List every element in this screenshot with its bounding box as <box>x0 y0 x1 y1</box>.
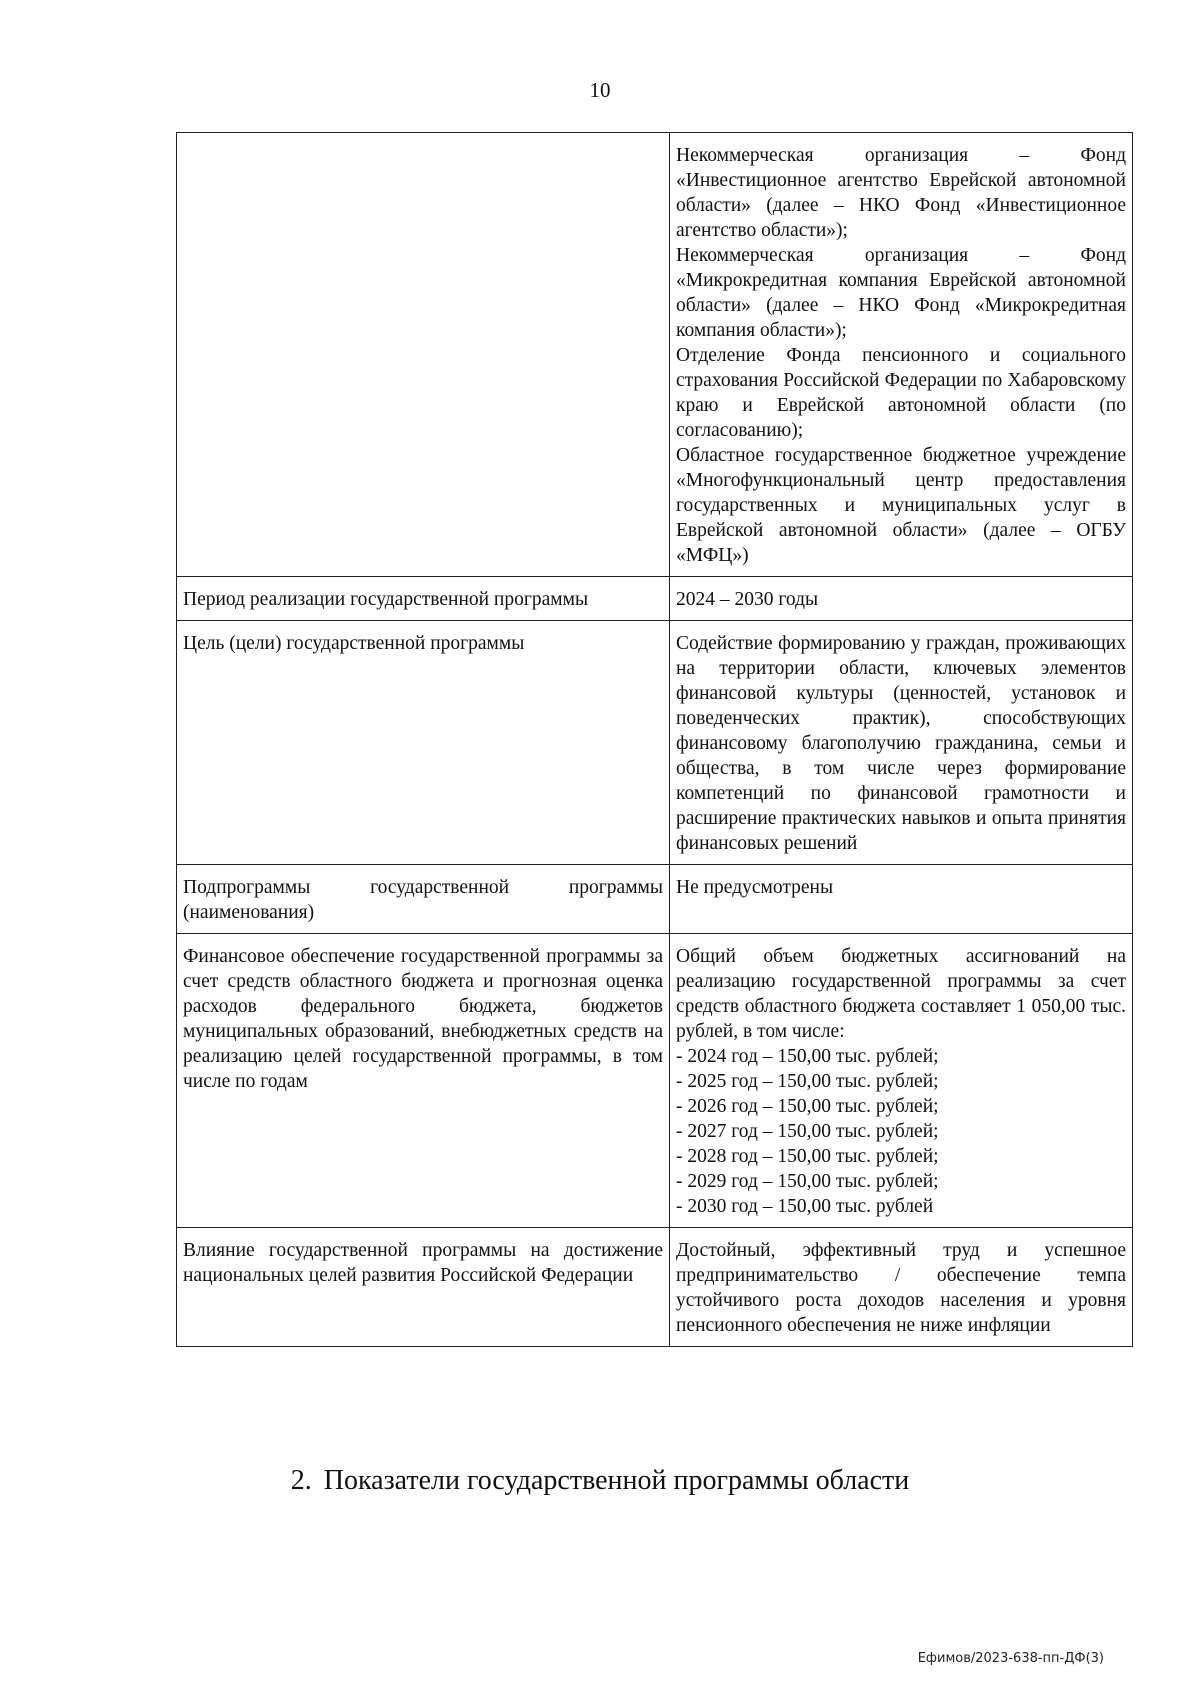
document-code: Ефимов/2023-638-пп-ДФ(3) <box>917 1651 1104 1666</box>
row-value-text: Областное государственное бюджетное учреждение «Многофункциональный центр предоставления государственных и муниципальных услуг в Еврейской автономной области» (далее – ОГБУ «МФЦ») <box>676 445 1126 566</box>
row-label-cell <box>177 1228 670 1347</box>
row-label-cell <box>177 133 670 577</box>
row-value-text: - 2026 год – 150,00 тыс. рублей; <box>676 1096 939 1117</box>
table-row <box>177 621 1133 865</box>
row-value-text: Достойный, эффективный труд и успешное предпринимательство / обеспечение темпа устойчивого роста доходов населения и уровня пенсионного обеспечения не ниже инфляции <box>676 1240 1126 1336</box>
section-title: Показатели государственной программы области <box>323 1465 910 1496</box>
page-number: 10 <box>589 78 611 102</box>
row-value-cell <box>670 934 1133 1228</box>
row-value-text: Отделение Фонда пенсионного и социального страхования Российской Федерации по Хабаровскому краю и Еврейской автономной области (по согласованию); <box>676 345 1126 441</box>
program-passport-table <box>176 132 1133 1347</box>
row-value-text: Не предусмотрены <box>676 877 834 898</box>
row-label-cell <box>177 865 670 934</box>
row-value-text: Некоммерческая организация – Фонд «Микрокредитная компания Еврейской автономной области» (далее – НКО Фонд «Микрокредитная компания области»); <box>676 245 1126 341</box>
section-number: 2. <box>290 1465 312 1496</box>
row-value-cell <box>670 133 1133 577</box>
row-label-text: Период реализации государственной программы <box>183 589 589 610</box>
row-label-cell <box>177 934 670 1228</box>
row-value-text: Некоммерческая организация – Фонд «Инвестиционное агентство Еврейской автономной области» (далее – НКО Фонд «Инвестиционное агентство области»); <box>676 145 1126 241</box>
row-value-cell <box>670 1228 1133 1347</box>
row-value-text: - 2024 год – 150,00 тыс. рублей; <box>676 1046 939 1067</box>
table-row <box>177 577 1133 621</box>
row-label-cell <box>177 621 670 865</box>
row-value-text: - 2030 год – 150,00 тыс. рублей <box>676 1196 934 1217</box>
table-row <box>177 934 1133 1228</box>
row-value-cell <box>670 865 1133 934</box>
row-value-cell <box>670 621 1133 865</box>
table-row <box>177 1228 1133 1347</box>
table-row <box>177 133 1133 577</box>
row-label-cell <box>177 577 670 621</box>
row-value-text: Общий объем бюджетных ассигнований на реализацию государственной программы за счет средств областного бюджета составляет 1 050,00 тыс. рублей, в том числе: <box>676 946 1126 1042</box>
row-label-text: Влияние государственной программы на достижение национальных целей развития Российской Федерации <box>183 1240 663 1286</box>
row-value-text: - 2027 год – 150,00 тыс. рублей; <box>676 1121 939 1142</box>
row-label-text: Финансовое обеспечение государственной программы за счет средств областного бюджета и прогнозная оценка расходов федерального бюджета, бюджетов муниципальных образований, внебюджетных средств на реализацию целей государственной программы, в том числе по годам <box>183 946 663 1092</box>
row-value-text: - 2029 год – 150,00 тыс. рублей; <box>676 1171 939 1192</box>
table-row <box>177 865 1133 934</box>
row-label-text: Цель (цели) государственной программы <box>183 633 525 654</box>
row-label-text: Подпрограммы государственной программы (наименования) <box>183 877 663 923</box>
row-value-cell <box>670 577 1133 621</box>
row-value-text: 2024 – 2030 годы <box>676 589 819 610</box>
row-value-text: - 2028 год – 150,00 тыс. рублей; <box>676 1146 939 1167</box>
row-value-text: Содействие формированию у граждан, проживающих на территории области, ключевых элементов финансовой культуры (ценностей, установок и поведенческих практик), способствующих финансовому благополучию гражданина, семьи и общества, в том числе через формирование компетенций по финансовой грамотности и расширение практических навыков и опыта принятия финансовых решений <box>676 633 1126 854</box>
section-heading <box>0 1465 1200 1497</box>
row-value-text: - 2025 год – 150,00 тыс. рублей; <box>676 1071 939 1092</box>
